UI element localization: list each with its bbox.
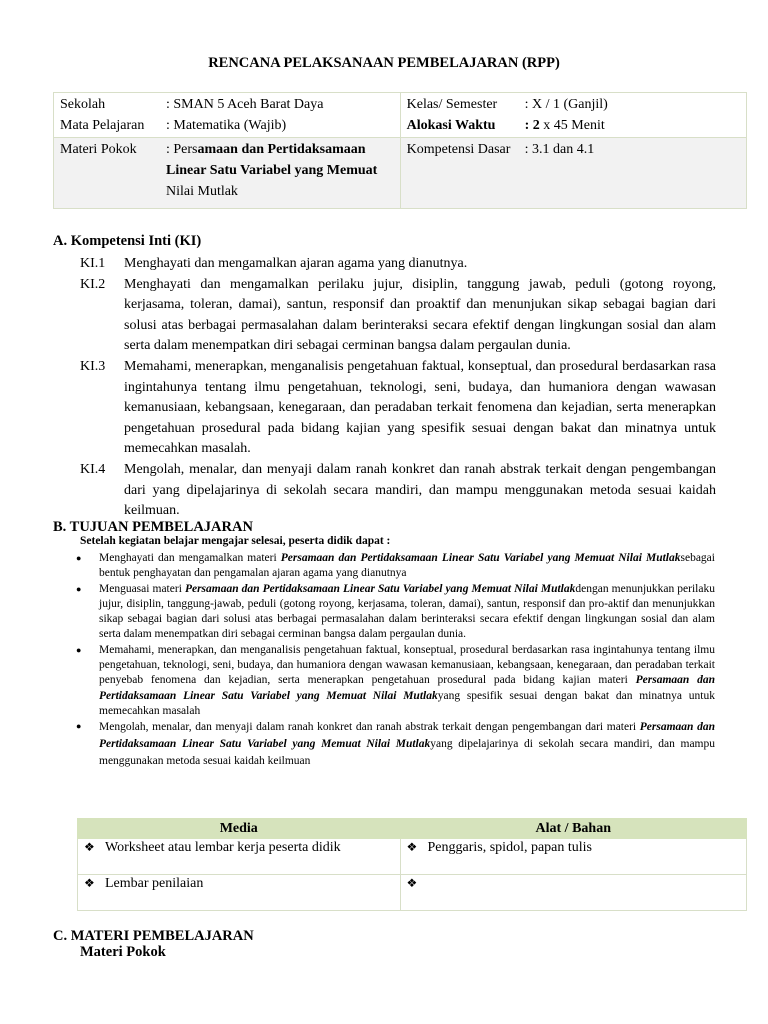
media-header: Media [78,819,401,839]
mapel-value: : Matematika (Wajib) [166,118,287,133]
tujuan-intro: Setelah kegiatan belajar mengajar selesai, peserta didik dapat : [80,535,391,547]
ki-item [80,460,716,522]
tujuan-text-end: dengan menunjukkan perilaku jujur, disiplin, tanggung-jawab, peduli (gotong royong, kerjasama, toleran, damai), santun, responsif dan pro-aktif dan menunjukkan sikap sebagai bagian dari solusi atas berbagai permasalahan dalam berinteraksi secara efektif dengan lingkungan sosial dan alam serta dalam menempatkan diri sebagai cerminan bangsa dalam pergaulan dunia. [99,582,715,641]
ki-item [80,254,716,275]
tujuan-item [75,719,715,770]
bullet-icon: ● [76,721,82,732]
sekolah-label: Sekolah [60,97,106,112]
tujuan-text: Mengolah, menalar, dan menyaji dalam ranah konkret dan ranah abstrak terkait dengan pengembangan dari materi [99,721,640,734]
tujuan-topic: Persamaan dan Pertidaksamaan Linear Satu Variabel yang Memuat Nilai Mutlak [99,721,715,751]
bullet-icon: ● [76,583,82,594]
kd-cell [400,138,746,209]
tujuan-list [75,551,715,770]
media-item: Lembar penilaian [105,876,204,891]
materi-rest: Nilai Mutlak [166,184,238,199]
ki-text: Menghayati dan mengamalkan ajaran agama yang dianutnya. [124,256,468,271]
ki-code: KI.4 [80,461,106,477]
section-b-heading: B. TUJUAN PEMBELAJARAN [53,519,253,535]
ki-code: KI.3 [80,358,106,374]
materi-prefix: : Pers [166,142,198,157]
diamond-bullet-icon: ❖ [84,876,95,890]
alokasi-value: x 45 Menit [539,118,605,133]
ki-text: Mengolah, menalar, dan menyaji dalam ranah konkret dan ranah abstrak terkait dengan pengembangan dari yang dipelajarinya di sekolah secara mandiri, dan mampu menggunakan metoda sesuai kaidah keilmuan. [124,461,716,519]
ki-code: KI.1 [80,256,106,271]
materi-cell [54,138,401,209]
sekolah-value: : SMAN 5 Aceh Barat Daya [166,97,324,112]
identity-cell-right [400,93,746,138]
identity-row-2 [54,138,747,209]
tujuan-text: Memahami, menerapkan, dan menganalisis pengetahuan faktual, konseptual, prosedural berdasarkan rasa ingintahunya tentang ilmu pengetahuan, teknologi, seni, budaya, dan humaniora dengan wawasan kemanusiaan, kebangsaan, kenegaraan, dan peradaban terkait penyebab fenomena dan kejadian, serta menerapkan pengetahuan prosedural pada bidang kajian materi [99,643,715,687]
materi-pokok-subheading: Materi Pokok [80,944,166,960]
media-cell [78,875,401,911]
diamond-bullet-icon: ❖ [406,876,418,890]
tujuan-item [75,551,715,582]
diamond-bullet-icon: ❖ [406,840,418,854]
kelas-label: Kelas/ Semester [406,97,498,112]
tujuan-text-end: yang spesifik sesuai dengan bakat dan minatnya untuk memecahkan masalah [99,689,715,717]
document-title: RENCANA PELAKSANAAN PEMBELAJARAN (RPP) [208,55,560,71]
tujuan-topic: Persamaan dan Pertidaksamaan Linear Satu Variabel yang Memuat Nilai Mutlak [184,582,576,595]
kd-value: : 3.1 dan 4.1 [524,142,595,157]
kd-label: Kompetensi Dasar [406,142,511,157]
bullet-icon: ● [76,644,82,655]
identity-row-1 [54,93,747,138]
bullet-icon: ● [76,553,82,563]
ki-list [80,254,716,522]
media-row [78,839,747,875]
tujuan-text-end: sebagai bentuk penghayatan dan pengamalan ajaran agama yang dianutnya [99,552,715,580]
identity-table [53,92,747,209]
materi-bold: amaan dan Pertidaksamaan Linear Satu Variabel yang Memuat [166,142,378,178]
ki-item [80,275,716,357]
alokasi-value-bold: : 2 [524,118,540,133]
tujuan-topic: Persamaan dan Pertidaksamaan Linear Satu Variabel yang Memuat Nilai Mutlak [280,552,681,564]
alokasi-label: Alokasi Waktu [406,118,496,133]
ki-text: Memahami, menerapkan, menganalisis pengetahuan faktual, konseptual, dan prosedural berdasarkan rasa ingintahunya tentang ilmu pengetahuan, teknologi, seni, budaya, dan humaniora dengan wawasan kemanusiaan, kebangsaan, kenegaraan, dan peradaban terkait fenomena dan kejadian, serta menerapkan pengetahuan prosedural pada bidang kajian yang spesifik sesuai dengan bakat dan minatnya untuk memecahkan masalah. [124,358,716,457]
tujuan-text: Menghayati dan mengamalkan materi [99,552,281,564]
media-row [78,875,747,911]
ki-code: KI.2 [80,276,106,292]
tujuan-item [75,582,715,643]
diamond-bullet-icon: ❖ [84,840,95,854]
media-cell [78,839,401,875]
alat-cell [400,839,746,875]
materi-value [166,139,394,202]
identity-cell-left [54,93,401,138]
section-c-heading: C. MATERI PEMBELAJARAN [53,928,254,944]
ki-item [80,357,716,460]
section-a-heading: A. Kompetensi Inti (KI) [53,233,202,249]
media-table [77,818,747,911]
mapel-label: Mata Pelajaran [60,118,145,133]
media-header-row [78,819,747,839]
tujuan-text: Menguasai materi [99,582,185,595]
kelas-value: : X / 1 (Ganjil) [524,97,608,112]
ki-text: Menghayati dan mengamalkan perilaku jujur, disiplin, tanggung jawab, peduli (gotong royong, kerjasama, toleran, damai), santun, responsif dan proaktif dan menunjukan sikap sebagai bagian dari solusi atas berbagai permasalahan dalam berinteraksi secara efektif dengan lingkungan sosial dan alam serta dalam menempatkan diri sebagai cerminan bangsa dalam pergaulan dunia. [124,276,716,354]
alat-item: Penggaris, spidol, papan tulis [427,840,593,855]
materi-label: Materi Pokok [60,142,137,157]
alat-cell [400,875,746,911]
alat-header: Alat / Bahan [400,819,746,839]
tujuan-text-end: yang dipelajarinya di sekolah secara mandiri, dan mampu menggunakan metoda sesuai kaidah keilmuan [99,738,716,768]
tujuan-topic: Persamaan dan Pertidaksamaan Linear Satu Variabel yang Memuat Nilai Mutlak [99,674,715,702]
media-item: Worksheet atau lembar kerja peserta didik [105,840,341,855]
tujuan-item [75,643,715,719]
